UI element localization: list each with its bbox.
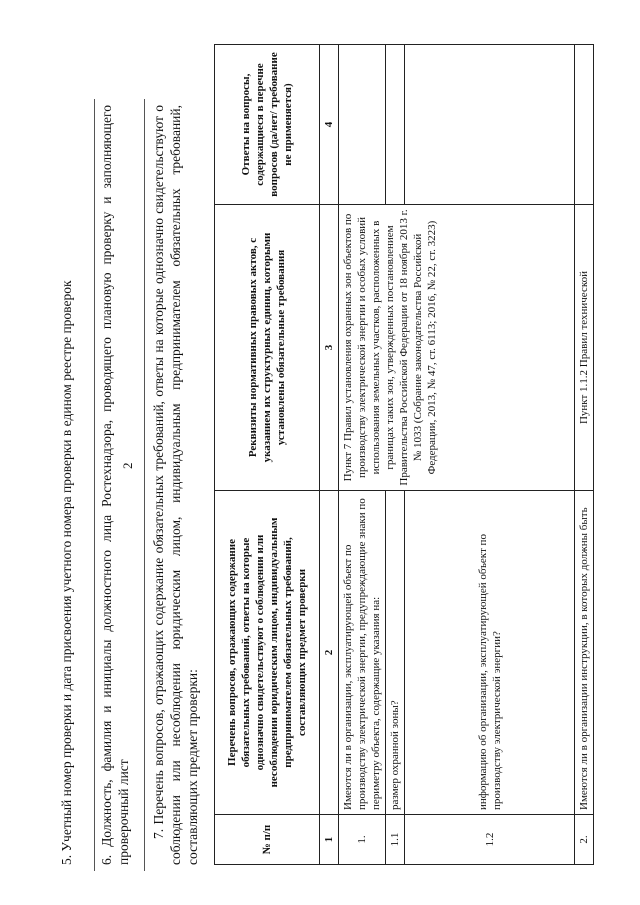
column-number: 4 [320, 45, 339, 205]
column-number: 1 [320, 815, 339, 865]
table-row [339, 45, 386, 865]
row-answer[interactable] [386, 45, 405, 205]
header-questions: Перечень вопросов, отражающих содержание обязательных требований, ответы на которые однозначно свидетельствуют о соблюдении или несоблюдении юридическим лицом, индивидуальным предпринимателем обязательных требований, составляющих предмет проверки [215, 491, 320, 815]
column-number: 2 [320, 491, 339, 815]
row-question: информацию об организации, эксплуатирующей объект по производству электрической энергии? [405, 491, 575, 815]
page-number: 2 [120, 462, 135, 469]
paragraph-6-text: 6. Должность, фамилия и инициалы должностного лица Ростехнадзора, проводящего плановую проверку и заполняющего проверочный лист [99, 105, 131, 865]
row-num: 2. [575, 815, 594, 865]
table-row [575, 45, 594, 865]
row-answer[interactable] [339, 45, 386, 205]
header-requisites: Реквизиты нормативных правовых актов, с указанием их структурных единиц, которыми установлены обязательные требования [215, 205, 320, 491]
column-number-row [320, 45, 339, 865]
fill-in-line-2 [144, 99, 145, 871]
row-answer[interactable] [405, 45, 575, 205]
row-requisite: Пункт 7 Правил установления охранных зон объектов по производству электрической энергии и особых условий использования земельных участков, расположенных в границах таких зон, утвержденных постановлением Правительства Российской Федерации от 18 ноября 2013 г. № 1033 (Собрание законодательства Российской Федерации, 2013, № 47, ст. 6113; 2016, № 22, ст. 3223) [339, 205, 575, 491]
column-number: 3 [320, 205, 339, 491]
row-question: Имеются ли в организации инструкции, в которых должны быть [575, 491, 594, 815]
row-question: Имеются ли в организации, эксплуатирующей объект по производству электрической энергии, предупреждающие знаки по периметру объекта, содержащие указания на: [339, 491, 386, 815]
paragraph-7-text: 7. Перечень вопросов, отражающих содержание обязательных требований, ответы на которые однозначно свидетельствуют о соблюдении или несоблюдении юридическим лицом, индивидуальным предпринимателем обязательных требований, составляющих предмет проверки: [151, 105, 200, 865]
table-header-row [215, 45, 320, 865]
row-num: 1. [339, 815, 386, 865]
row-num: 1.2 [405, 815, 575, 865]
header-num: № п/п [215, 815, 320, 865]
paragraph-5: 5. Учетный номер проверки и дата присвоения учетного номера проверки в едином реестре проверок [59, 280, 74, 865]
row-requisite: Пункт 1.1.2 Правил технической [575, 205, 594, 491]
paragraph-6 [98, 105, 132, 865]
paragraph-7 [150, 105, 201, 865]
fill-in-line [94, 99, 95, 871]
header-answers: Ответы на вопросы, содержащиеся в перечне вопросов (да/нет/ требование не применяется) [215, 45, 320, 205]
row-question: размер охранной зоны? [386, 491, 405, 815]
row-num: 1.1 [386, 815, 405, 865]
checklist-table [214, 44, 594, 865]
row-answer[interactable] [575, 45, 594, 205]
